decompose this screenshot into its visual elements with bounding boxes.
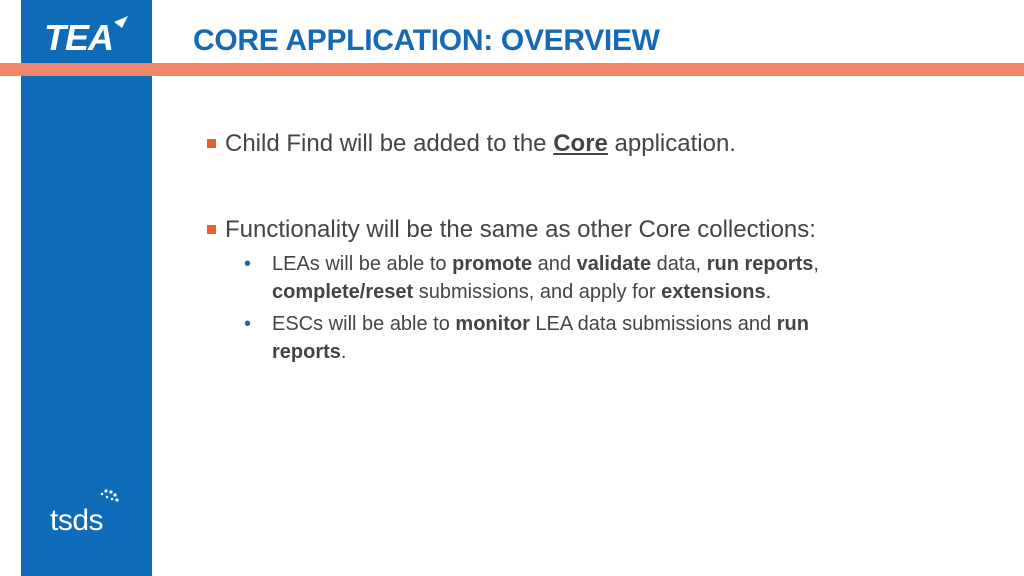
tea-logo [44,14,132,58]
sub-bullet-emphasis: reports [272,341,341,363]
round-bullet-icon: • [244,253,252,275]
sub-bullet-text: LEA data submissions and [529,313,777,335]
bullet-text: Functionality will be the same as other Core collections: [225,216,816,243]
bullet-emphasis: Core [553,130,608,157]
sub-bullet-emphasis: monitor [455,313,530,335]
sub-bullet-emphasis: run [776,313,809,335]
sub-bullet-text: LEAs will be able to [272,253,453,275]
sub-bullet-text: . [765,281,772,303]
sub-bullet-emphasis: run reports [706,253,814,275]
sub-bullet-list [207,250,987,366]
round-bullet-icon: • [244,313,252,335]
sub-bullet-emphasis: extensions [661,281,766,303]
accent-stripe-left [0,63,21,76]
svg-text:tsds: tsds [50,504,104,536]
tsds-logo [50,486,128,536]
slide-content [207,128,987,370]
sub-bullet-leas [244,250,987,306]
bullet-text: application. [607,130,736,157]
sub-bullet-emphasis: promote [452,253,533,275]
accent-stripe [0,63,1024,76]
sub-bullet-text: and [532,253,577,275]
square-bullet-icon [207,225,216,234]
sub-bullet-escs [244,310,987,366]
page-title: CORE APPLICATION: OVERVIEW [193,24,660,57]
sub-bullet-text: ESCs will be able to [272,313,456,335]
sub-bullet-text: . [340,341,347,363]
bullet-child-find [207,128,987,160]
sub-bullet-text: submissions, and apply for [413,281,662,303]
bullet-text: Child Find will be added to the [225,130,554,157]
bullet-functionality [207,214,987,246]
sub-bullet-emphasis: complete/reset [272,281,414,303]
svg-text:TEA: TEA [44,17,113,58]
sub-bullet-text: , [813,253,819,275]
sub-bullet-emphasis: validate [576,253,652,275]
sub-bullet-text: data, [651,253,707,275]
square-bullet-icon [207,139,216,148]
